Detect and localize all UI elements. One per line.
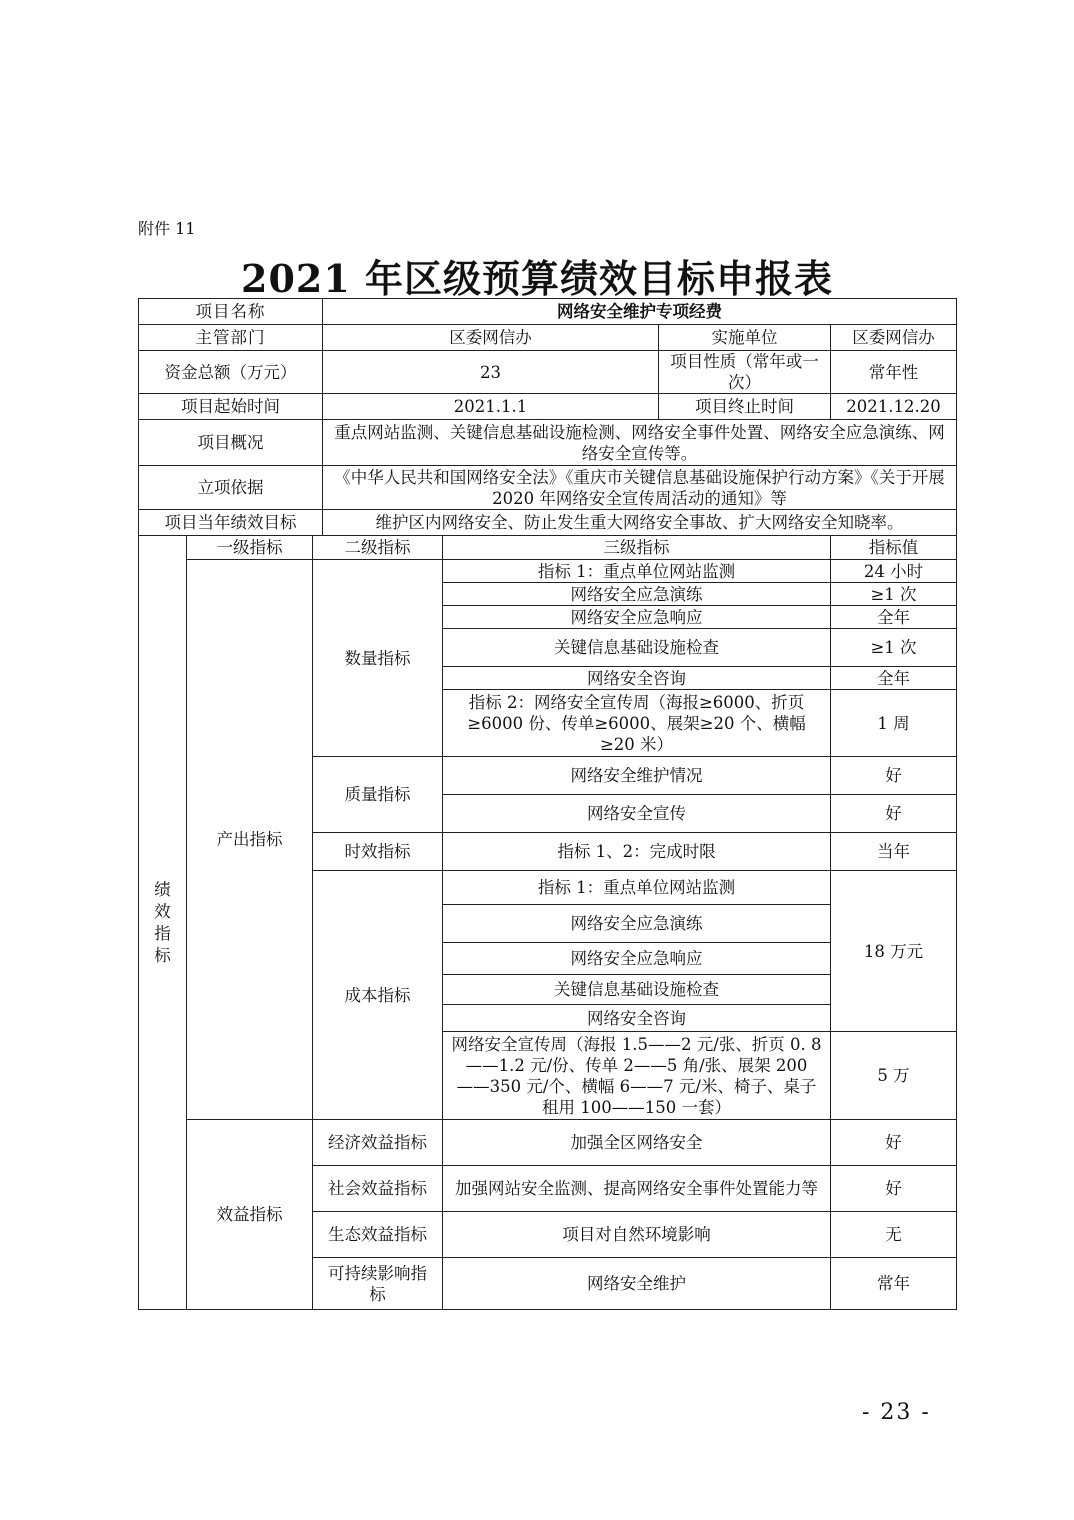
cost-item: 网络安全应急响应 [443, 943, 831, 975]
quantity-item: 网络安全应急响应 [443, 606, 831, 629]
basis-value: 《中华人民共和国网络安全法》《重庆市关键信息基础设施保护行动方案》《关于开展 2020 年网络安全宣传周活动的通知》等 [323, 466, 957, 510]
benefit-sub-label: 社会效益指标 [313, 1166, 443, 1212]
quantity-value: ≥1 次 [831, 583, 957, 606]
quality-label: 质量指标 [313, 757, 443, 833]
benefit-value: 好 [831, 1120, 957, 1166]
benefit-value: 无 [831, 1212, 957, 1258]
output-label: 产出指标 [187, 560, 313, 1120]
perf-header-row [139, 536, 957, 560]
goal-label: 项目当年绩效目标 [139, 510, 323, 536]
col-level1: 一级指标 [187, 536, 313, 560]
row-basis [139, 466, 957, 510]
quantity-value: 全年 [831, 667, 957, 690]
benefit-value: 常年 [831, 1258, 957, 1310]
quantity-item: 网络安全应急演练 [443, 583, 831, 606]
cost-item: 网络安全咨询 [443, 1005, 831, 1032]
quantity-value: ≥1 次 [831, 629, 957, 667]
quantity-value: 全年 [831, 606, 957, 629]
benefit-value: 好 [831, 1166, 957, 1212]
quantity-value: 1 周 [831, 690, 957, 757]
quantity-value: 24 小时 [831, 560, 957, 583]
benefit-sub-label: 可持续影响指标 [313, 1258, 443, 1310]
timeliness-item: 指标 1、2：完成时限 [443, 833, 831, 871]
quantity-item: 关键信息基础设施检查 [443, 629, 831, 667]
cost-label: 成本指标 [313, 871, 443, 1120]
page-number: - 23 - [862, 1400, 931, 1425]
end-value: 2021.12.20 [831, 394, 957, 420]
row-overview [139, 420, 957, 466]
quantity-label: 数量指标 [313, 560, 443, 757]
cost-value-2: 5 万 [831, 1032, 957, 1120]
col-level3: 三级指标 [443, 536, 831, 560]
cost-item: 指标 1：重点单位网站监测 [443, 871, 831, 905]
basis-label: 立项依据 [139, 466, 323, 510]
quality-value: 好 [831, 795, 957, 833]
cost-item: 关键信息基础设施检查 [443, 975, 831, 1005]
goal-value: 维护区内网络安全、防止发生重大网络安全事故、扩大网络安全知晓率。 [323, 510, 957, 536]
cost-item: 网络安全应急演练 [443, 905, 831, 943]
project-name-value: 网络安全维护专项经费 [323, 299, 957, 325]
benefit-sub-label: 生态效益指标 [313, 1212, 443, 1258]
row-department [139, 325, 957, 351]
row-dates [139, 394, 957, 420]
end-label: 项目终止时间 [659, 394, 831, 420]
fund-value: 23 [323, 351, 659, 394]
overview-value: 重点网站监测、关键信息基础设施检测、网络安全事件处置、网络安全应急演练、网络安全宣传等。 [323, 420, 957, 466]
start-value: 2021.1.1 [323, 394, 659, 420]
benefit-item: 网络安全维护 [443, 1258, 831, 1310]
timeliness-label: 时效指标 [313, 833, 443, 871]
overview-label: 项目概况 [139, 420, 323, 466]
quantity-item: 指标 2：网络安全宣传周（海报≥6000、折页≥6000 份、传单≥6000、展架≥20 个、横幅≥20 米） [443, 690, 831, 757]
benefit-label: 效益指标 [187, 1120, 313, 1310]
timeliness-value: 当年 [831, 833, 957, 871]
benefit-item: 项目对自然环境影响 [443, 1212, 831, 1258]
col-value: 指标值 [831, 536, 957, 560]
row-goal [139, 510, 957, 536]
quality-item: 网络安全维护情况 [443, 757, 831, 795]
fund-label: 资金总额（万元） [139, 351, 323, 394]
attachment-label: 附件 11 [138, 219, 196, 238]
row-project-name [139, 299, 957, 325]
cost-value-1: 18 万元 [831, 871, 957, 1032]
project-name-label: 项目名称 [139, 299, 323, 325]
nature-label: 项目性质（常年或一次） [659, 351, 831, 394]
quality-item: 网络安全宣传 [443, 795, 831, 833]
perf-label [139, 536, 187, 1310]
table-row [139, 560, 957, 583]
document-title: 2021 年区级预算绩效目标申报表 [241, 256, 833, 301]
table-row [139, 1120, 957, 1166]
col-level2: 二级指标 [313, 536, 443, 560]
impl-value: 区委网信办 [831, 325, 957, 351]
quantity-item: 网络安全咨询 [443, 667, 831, 690]
start-label: 项目起始时间 [139, 394, 323, 420]
perf-label-text: 绩效指标 [154, 879, 171, 965]
benefit-item: 加强网站安全监测、提高网络安全事件处置能力等 [443, 1166, 831, 1212]
dept-label: 主管部门 [139, 325, 323, 351]
impl-label: 实施单位 [659, 325, 831, 351]
cost-item: 网络安全宣传周（海报 1.5——2 元/张、折页 0. 8——1.2 元/份、传单 2——5 角/张、展架 200——350 元/个、横幅 6——7 元/米、椅子、桌子租用 100——150 一套） [443, 1032, 831, 1120]
quantity-item: 指标 1：重点单位网站监测 [443, 560, 831, 583]
dept-value: 区委网信办 [323, 325, 659, 351]
budget-performance-table [138, 298, 957, 1310]
nature-value: 常年性 [831, 351, 957, 394]
benefit-item: 加强全区网络安全 [443, 1120, 831, 1166]
benefit-sub-label: 经济效益指标 [313, 1120, 443, 1166]
row-fund [139, 351, 957, 394]
quality-value: 好 [831, 757, 957, 795]
